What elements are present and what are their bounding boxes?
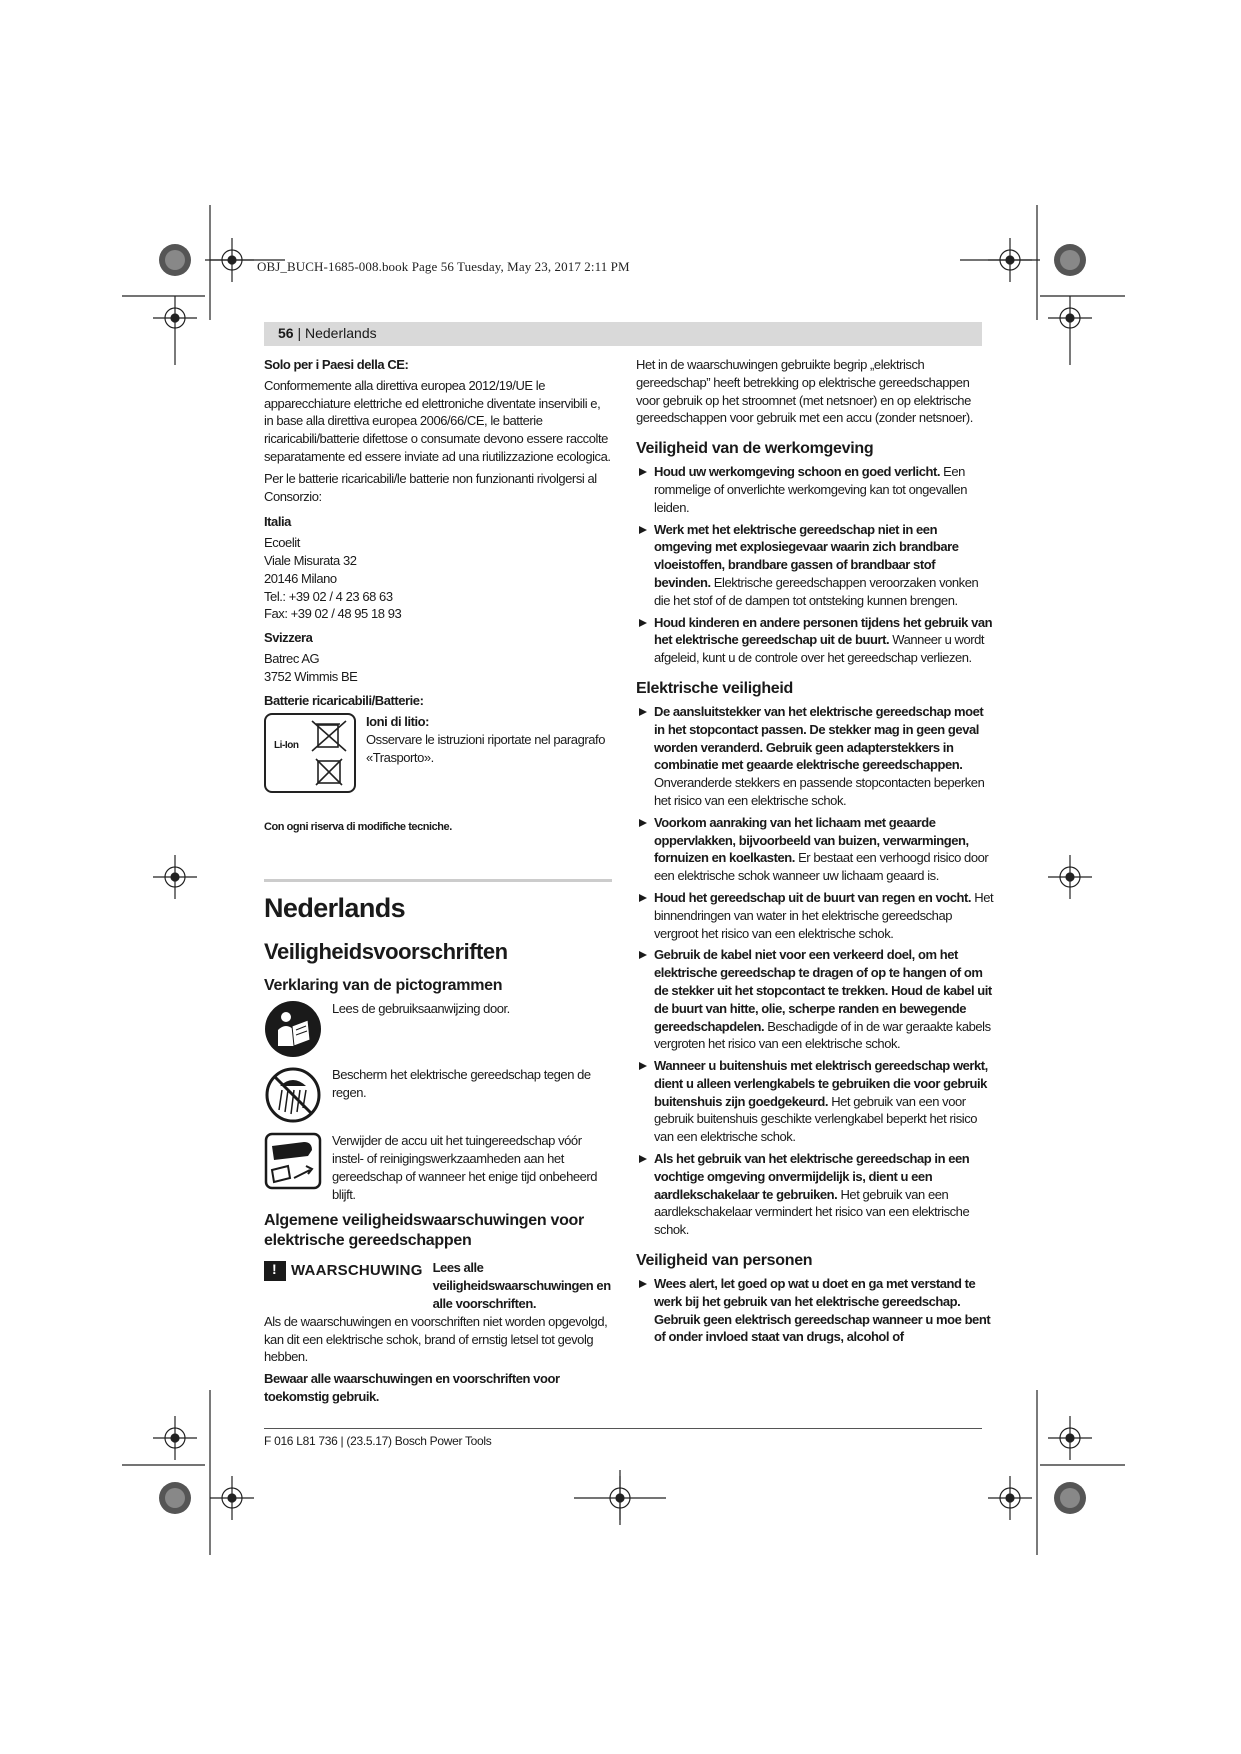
bullet-arrow-icon <box>639 819 647 827</box>
item-text: Wanneer u wordt afgeleid, kunt u de controle over het gereedschap verliezen. <box>654 632 985 666</box>
item-text: Het binnendringen van water in het elektrische gereedschap vergroot het risico van een elektrische schok. <box>654 889 994 941</box>
item-text: Het gebruik van een voor gebruik buitenshuis geschikte verlengkabel beperkt het risico van een elektrische schok. <box>654 1093 978 1145</box>
address-line: 3752 Wimmis BE <box>264 668 358 684</box>
liion-row <box>264 713 612 793</box>
keep-instructions-text: Bewaar alle waarschuwingen en voorschriften voor toekomstig gebruik. <box>264 1371 560 1404</box>
warning-badge <box>264 1261 423 1281</box>
bullet-arrow-icon <box>639 468 647 476</box>
item-bold: Houd kinderen en andere personen tijdens het gebruik van het elektrische gereedschap uit de buurt. <box>654 614 993 648</box>
liion-text: Osservare le istruzioni riportate nel paragrafo «Trasporto». <box>366 732 605 765</box>
bullet-arrow-icon <box>639 1062 647 1070</box>
list-item <box>636 814 994 885</box>
personal-safety-heading: Veiligheid van personen <box>636 1252 813 1270</box>
item-bold: Wanneer u buitenshuis met elektrisch gereedschap werkt, dient u alleen verlengkabels te gebruiken die voor gebruik buitenshuis zijn goedgekeurd. <box>654 1058 988 1109</box>
bullet-arrow-icon <box>639 619 647 627</box>
intro-text: Het in de waarschuwingen gebruikte begrip „elektrisch gereedschap” heeft betrekking op elektrische gereedschappen voor gebruik op het stroomnet (met netsnoer) en op elektrische gereedschappen voor gebruik met een accu (zonder netsnoer). <box>636 357 973 426</box>
address-line: 20146 Milano <box>264 570 337 586</box>
list-item <box>636 521 994 610</box>
list-item <box>636 463 994 516</box>
item-bold: Wees alert, let goed op wat u doet en ga met verstand te werk bij het gebruik van het elektrische gereedschap. Gebruik geen elektrisch gereedschap wanneer u moe bent of onder invloed staat van drugs, alcohol of <box>654 1276 991 1345</box>
pictogram-row <box>264 1000 612 1058</box>
ce-heading: Solo per i Paesi della CE: <box>264 357 409 372</box>
italia-heading: Italia <box>264 514 291 530</box>
address-line: Fax: +39 02 / 48 95 18 93 <box>264 606 402 622</box>
warning-label: WAARSCHUWING <box>291 1262 423 1280</box>
footer-rule <box>264 1428 982 1429</box>
list-item <box>636 1150 994 1239</box>
bullet-arrow-icon <box>639 951 647 959</box>
item-bold: Voorkom aanraking van het lichaam met geaarde oppervlakken, bijvoorbeeld van buizen, verwarmingen, fornuizen en koelkasten. <box>654 814 969 866</box>
liion-heading: Ioni di litio: <box>366 714 430 730</box>
no-rain-icon <box>264 1066 322 1124</box>
warning-bold-text: Lees alle veiligheidswaarschuwingen en alle voorschriften. <box>432 1260 611 1311</box>
crossed-bin-icon <box>308 717 352 789</box>
bullet-arrow-icon <box>639 894 647 902</box>
remove-battery-icon <box>264 1132 322 1190</box>
item-text: Er bestaat een verhoogd risico door een elektrische schok wanneer uw lichaam geaard is. <box>654 850 989 884</box>
liion-icon-label: Li-Ion <box>274 740 299 752</box>
liion-recycle-icon <box>264 713 356 793</box>
section-divider <box>264 879 612 882</box>
item-text: Het gebruik van een aardlekschakelaar vermindert het risico van een elektrische schok. <box>654 1186 970 1238</box>
address-line: Ecoelit <box>264 535 300 551</box>
item-text: Onveranderde stekkers en passende stopcontacten beperken het risico van een elektrische schok. <box>654 775 985 808</box>
liion-info <box>366 713 612 793</box>
item-text: Elektrische gereedschappen veroorzaken vonken die het stof of de dampen tot ontsteking kunnen brengen. <box>654 574 979 608</box>
page-header <box>278 325 377 341</box>
list-item <box>636 703 994 810</box>
item-bold: Houd uw werkomgeving schoon en goed verlicht. <box>654 464 941 480</box>
warning-text: Als de waarschuwingen en voorschriften niet worden opgevolgd, kan dit een elektrische schok, brand of ernstig letsel tot gevolg hebben. <box>264 1313 608 1365</box>
item-bold: Gebruik de kabel niet voor een verkeerd doel, om het elektrische gereedschap te dragen of op te hangen of om de stekker uit het stopcontact te trekken. Houd de kabel uit de buurt van hitte, olie, scherpe randen en bewegende gereedschapdelen. <box>654 947 992 1034</box>
item-bold: De aansluitstekker van het elektrische gereedschap moet in het stopcontact passen. De stekker mag in geen geval worden veranderd. Gebruik geen adapterstekkers in combinatie met geaarde elektrische gereedschappen. <box>654 703 984 773</box>
warning-row <box>264 1259 612 1312</box>
address-line: Batrec AG <box>264 650 320 666</box>
header-language: Nederlands <box>305 325 377 341</box>
list-item <box>636 1275 994 1346</box>
bullet-arrow-icon <box>639 708 647 716</box>
header-separator: | <box>293 325 305 341</box>
address-line: Tel.: +39 02 / 4 23 68 63 <box>264 588 393 604</box>
italia-address <box>264 534 612 623</box>
warning-triangle-icon: ! <box>264 1261 286 1281</box>
item-bold: Als het gebruik van het elektrische gereedschap in een vochtige omgeving onvermijdelijk is, dient u een aardlekschakelaar te gebruiken. <box>654 1151 970 1202</box>
bullet-arrow-icon <box>639 526 647 534</box>
list-item <box>636 889 994 942</box>
item-text: Beschadigde of in de war geraakte kabels vergroten het risico van een elektrische schok. <box>654 1018 991 1052</box>
item-text: Een rommelige of onverlichte werkomgeving kan tot ongevallen leiden. <box>654 464 967 515</box>
pictogram-text: Lees de gebruiksaanwijzing door. <box>332 1001 510 1017</box>
batterie-heading: Batterie ricaricabili/Batterie: <box>264 692 424 708</box>
consorzio-text: Per le batterie ricaricabili/le batterie non funzionanti rivolgersi al Consorzio: <box>264 470 597 504</box>
page-number: 56 <box>278 325 294 341</box>
general-warnings-heading: Algemene veiligheidswaarschuwingen voor elektrische gereedschappen <box>264 1212 584 1250</box>
read-manual-icon <box>264 1000 322 1058</box>
work-area-heading: Veiligheid van de werkomgeving <box>636 440 874 458</box>
print-info: OBJ_BUCH-1685-008.book Page 56 Tuesday, May 23, 2017 2:11 PM <box>257 259 630 274</box>
pictogram-text: Verwijder de accu uit het tuingereedschap vóór instel- of reinigingswerkzaamheden aan het gereedschap of wanneer het enige tijd onbeheerd blijft. <box>332 1133 598 1202</box>
ce-text: Conformemente alla direttiva europea 2012/19/UE le apparecchiature elettriche ed elettroniche diventate inservibili e, in base alla direttiva europea 2006/66/CE, le batterie ricaricabili/batterie difettose o consumate devono essere raccolte separatamente ed essere inviate ad una riutilizzazione ecologica. <box>264 377 611 464</box>
svizzera-address <box>264 650 612 686</box>
list-item <box>636 1057 994 1146</box>
right-column <box>636 356 994 1350</box>
footer-text: F 016 L81 736 | (23.5.17) Bosch Power Tools <box>264 1434 492 1448</box>
address-line: Viale Misurata 32 <box>264 552 357 568</box>
technical-changes-note: Con ogni riserva di modifiche tecniche. <box>264 821 452 834</box>
bullet-arrow-icon <box>639 1155 647 1163</box>
pictogram-row <box>264 1132 612 1203</box>
pictogram-text: Bescherm het elektrische gereedschap tegen de regen. <box>332 1067 591 1100</box>
item-bold: Werk met het elektrische gereedschap niet in een omgeving met explosiegevaar waarin zich brandbare vloeistoffen, brandbare gassen of brandbaar stof bevinden. <box>654 521 959 590</box>
pictogram-heading: Verklaring van de pictogrammen <box>264 977 503 995</box>
language-title: Nederlands <box>264 893 406 924</box>
left-column <box>264 356 612 1406</box>
list-item <box>636 614 994 667</box>
item-bold: Houd het gereedschap uit de buurt van regen en vocht. <box>654 889 972 905</box>
safety-title: Veiligheidsvoorschriften <box>264 939 508 965</box>
electrical-safety-heading: Elektrische veiligheid <box>636 679 794 697</box>
bullet-arrow-icon <box>639 1280 647 1288</box>
pictogram-row <box>264 1066 612 1124</box>
list-item <box>636 946 994 1053</box>
svizzera-heading: Svizzera <box>264 630 313 646</box>
